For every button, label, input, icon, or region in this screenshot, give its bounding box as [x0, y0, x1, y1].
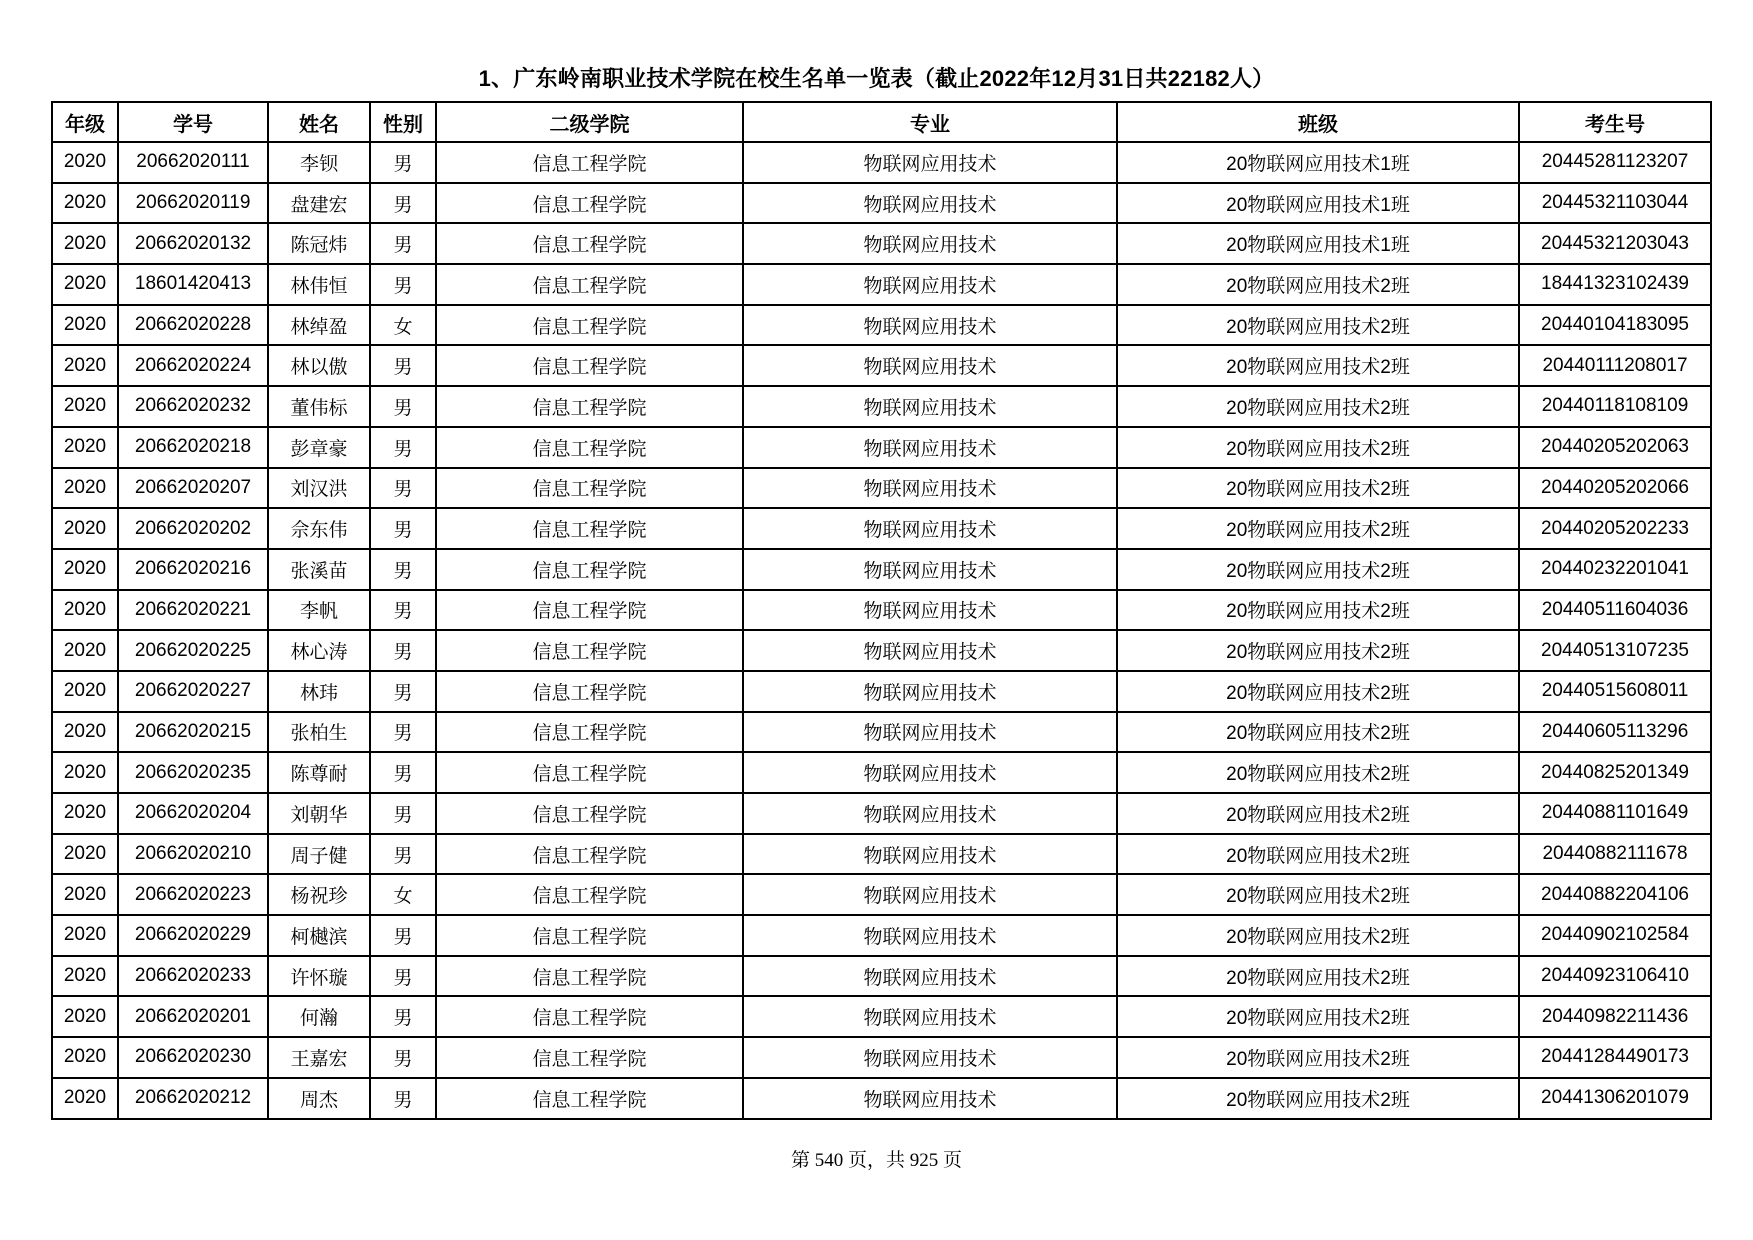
cell-student-id: 20662020216 — [118, 549, 268, 590]
cell-college: 信息工程学院 — [436, 142, 743, 183]
cell-grade: 2020 — [52, 468, 118, 509]
table-row — [52, 427, 1711, 468]
cell-student-id: 20662020212 — [118, 1078, 268, 1119]
cell-grade: 2020 — [52, 671, 118, 712]
cell-name: 陈尊耐 — [268, 752, 370, 793]
cell-college: 信息工程学院 — [436, 590, 743, 631]
table-row — [52, 142, 1711, 183]
table-row — [52, 712, 1711, 753]
cell-college: 信息工程学院 — [436, 630, 743, 671]
cell-class: 20物联网应用技术2班 — [1117, 712, 1519, 753]
cell-major: 物联网应用技术 — [743, 142, 1117, 183]
cell-major: 物联网应用技术 — [743, 549, 1117, 590]
cell-major: 物联网应用技术 — [743, 630, 1117, 671]
table-row — [52, 264, 1711, 305]
cell-name: 杨祝珍 — [268, 874, 370, 915]
cell-student-id: 20662020227 — [118, 671, 268, 712]
table-row — [52, 956, 1711, 997]
cell-grade: 2020 — [52, 549, 118, 590]
cell-class: 20物联网应用技术2班 — [1117, 793, 1519, 834]
cell-major: 物联网应用技术 — [743, 264, 1117, 305]
cell-exam-no: 20445321103044 — [1519, 183, 1711, 224]
cell-college: 信息工程学院 — [436, 671, 743, 712]
student-roster-table — [51, 101, 1712, 1120]
cell-student-id: 20662020228 — [118, 305, 268, 346]
cell-college: 信息工程学院 — [436, 386, 743, 427]
cell-class: 20物联网应用技术2班 — [1117, 590, 1519, 631]
header-exam-no: 考生号 — [1519, 102, 1711, 142]
cell-gender: 男 — [370, 712, 436, 753]
cell-class: 20物联网应用技术2班 — [1117, 1037, 1519, 1078]
cell-class: 20物联网应用技术2班 — [1117, 915, 1519, 956]
cell-major: 物联网应用技术 — [743, 1037, 1117, 1078]
cell-class: 20物联网应用技术2班 — [1117, 549, 1519, 590]
cell-grade: 2020 — [52, 508, 118, 549]
cell-exam-no: 20440205202063 — [1519, 427, 1711, 468]
cell-exam-no: 20440982211436 — [1519, 996, 1711, 1037]
cell-college: 信息工程学院 — [436, 345, 743, 386]
cell-grade: 2020 — [52, 183, 118, 224]
cell-student-id: 20662020207 — [118, 468, 268, 509]
cell-college: 信息工程学院 — [436, 427, 743, 468]
cell-class: 20物联网应用技术1班 — [1117, 223, 1519, 264]
cell-gender: 男 — [370, 1078, 436, 1119]
cell-grade: 2020 — [52, 223, 118, 264]
cell-exam-no: 20441284490173 — [1519, 1037, 1711, 1078]
cell-college: 信息工程学院 — [436, 996, 743, 1037]
cell-student-id: 20662020111 — [118, 142, 268, 183]
cell-student-id: 20662020132 — [118, 223, 268, 264]
cell-grade: 2020 — [52, 590, 118, 631]
cell-exam-no: 20445321203043 — [1519, 223, 1711, 264]
table-row — [52, 183, 1711, 224]
cell-college: 信息工程学院 — [436, 508, 743, 549]
cell-class: 20物联网应用技术1班 — [1117, 142, 1519, 183]
header-major: 专业 — [743, 102, 1117, 142]
table-body — [52, 142, 1711, 1119]
table-row — [52, 1037, 1711, 1078]
cell-major: 物联网应用技术 — [743, 305, 1117, 346]
cell-grade: 2020 — [52, 386, 118, 427]
cell-student-id: 20662020119 — [118, 183, 268, 224]
cell-gender: 男 — [370, 793, 436, 834]
cell-exam-no: 20440825201349 — [1519, 752, 1711, 793]
cell-student-id: 20662020224 — [118, 345, 268, 386]
cell-college: 信息工程学院 — [436, 305, 743, 346]
cell-major: 物联网应用技术 — [743, 956, 1117, 997]
table-row — [52, 508, 1711, 549]
cell-college: 信息工程学院 — [436, 956, 743, 997]
cell-gender: 男 — [370, 956, 436, 997]
cell-exam-no: 20441306201079 — [1519, 1078, 1711, 1119]
cell-name: 刘汉洪 — [268, 468, 370, 509]
cell-exam-no: 20440882204106 — [1519, 874, 1711, 915]
cell-name: 董伟标 — [268, 386, 370, 427]
cell-grade: 2020 — [52, 345, 118, 386]
cell-class: 20物联网应用技术2班 — [1117, 305, 1519, 346]
cell-student-id: 20662020233 — [118, 956, 268, 997]
cell-major: 物联网应用技术 — [743, 223, 1117, 264]
cell-gender: 男 — [370, 590, 436, 631]
cell-grade: 2020 — [52, 142, 118, 183]
cell-gender: 男 — [370, 671, 436, 712]
table-row — [52, 345, 1711, 386]
table-row — [52, 305, 1711, 346]
cell-major: 物联网应用技术 — [743, 183, 1117, 224]
table-row — [52, 996, 1711, 1037]
cell-name: 张溪苗 — [268, 549, 370, 590]
cell-grade: 2020 — [52, 305, 118, 346]
cell-student-id: 20662020204 — [118, 793, 268, 834]
header-class: 班级 — [1117, 102, 1519, 142]
header-student-id: 学号 — [118, 102, 268, 142]
cell-college: 信息工程学院 — [436, 874, 743, 915]
table-row — [52, 671, 1711, 712]
table-row — [52, 549, 1711, 590]
cell-major: 物联网应用技术 — [743, 671, 1117, 712]
cell-grade: 2020 — [52, 956, 118, 997]
cell-gender: 男 — [370, 549, 436, 590]
cell-student-id: 20662020215 — [118, 712, 268, 753]
cell-gender: 男 — [370, 142, 436, 183]
page-footer: 第 540 页，共 925 页 — [790, 1150, 962, 1171]
cell-name: 刘朝华 — [268, 793, 370, 834]
header-college: 二级学院 — [436, 102, 743, 142]
cell-gender: 男 — [370, 427, 436, 468]
header-row — [52, 102, 1711, 142]
cell-college: 信息工程学院 — [436, 1037, 743, 1078]
page-title: 1、广东岭南职业技术学院在校生名单一览表（截止2022年12月31日共22182人） — [478, 66, 1275, 91]
cell-grade: 2020 — [52, 752, 118, 793]
cell-gender: 男 — [370, 752, 436, 793]
table-row — [52, 834, 1711, 875]
cell-major: 物联网应用技术 — [743, 1078, 1117, 1119]
cell-student-id: 20662020202 — [118, 508, 268, 549]
cell-grade: 2020 — [52, 630, 118, 671]
cell-name: 柯樾滨 — [268, 915, 370, 956]
table-row — [52, 468, 1711, 509]
cell-class: 20物联网应用技术1班 — [1117, 183, 1519, 224]
cell-major: 物联网应用技术 — [743, 590, 1117, 631]
cell-name: 王嘉宏 — [268, 1037, 370, 1078]
cell-gender: 男 — [370, 508, 436, 549]
cell-student-id: 20662020232 — [118, 386, 268, 427]
cell-gender: 女 — [370, 874, 436, 915]
cell-class: 20物联网应用技术2班 — [1117, 264, 1519, 305]
cell-exam-no: 18441323102439 — [1519, 264, 1711, 305]
cell-college: 信息工程学院 — [436, 549, 743, 590]
cell-major: 物联网应用技术 — [743, 345, 1117, 386]
cell-class: 20物联网应用技术2班 — [1117, 508, 1519, 549]
cell-college: 信息工程学院 — [436, 915, 743, 956]
cell-name: 周杰 — [268, 1078, 370, 1119]
table-header — [52, 102, 1711, 142]
cell-exam-no: 20440923106410 — [1519, 956, 1711, 997]
cell-name: 张柏生 — [268, 712, 370, 753]
cell-gender: 男 — [370, 223, 436, 264]
cell-student-id: 20662020210 — [118, 834, 268, 875]
cell-name: 周子健 — [268, 834, 370, 875]
cell-name: 李钡 — [268, 142, 370, 183]
header-name: 姓名 — [268, 102, 370, 142]
cell-student-id: 20662020225 — [118, 630, 268, 671]
cell-name: 林伟恒 — [268, 264, 370, 305]
cell-college: 信息工程学院 — [436, 752, 743, 793]
cell-gender: 男 — [370, 345, 436, 386]
cell-name: 许怀璇 — [268, 956, 370, 997]
header-gender: 性别 — [370, 102, 436, 142]
table-row — [52, 915, 1711, 956]
cell-name: 林心涛 — [268, 630, 370, 671]
cell-class: 20物联网应用技术2班 — [1117, 874, 1519, 915]
cell-college: 信息工程学院 — [436, 712, 743, 753]
cell-grade: 2020 — [52, 793, 118, 834]
cell-grade: 2020 — [52, 712, 118, 753]
cell-name: 盘建宏 — [268, 183, 370, 224]
cell-student-id: 20662020235 — [118, 752, 268, 793]
cell-class: 20物联网应用技术2班 — [1117, 1078, 1519, 1119]
cell-major: 物联网应用技术 — [743, 874, 1117, 915]
cell-major: 物联网应用技术 — [743, 427, 1117, 468]
table-row — [52, 752, 1711, 793]
cell-exam-no: 20440205202066 — [1519, 468, 1711, 509]
cell-gender: 男 — [370, 183, 436, 224]
cell-name: 林绰盈 — [268, 305, 370, 346]
cell-major: 物联网应用技术 — [743, 468, 1117, 509]
cell-class: 20物联网应用技术2班 — [1117, 345, 1519, 386]
cell-grade: 2020 — [52, 996, 118, 1037]
cell-grade: 2020 — [52, 1037, 118, 1078]
cell-exam-no: 20440104183095 — [1519, 305, 1711, 346]
cell-class: 20物联网应用技术2班 — [1117, 956, 1519, 997]
cell-college: 信息工程学院 — [436, 793, 743, 834]
cell-student-id: 20662020218 — [118, 427, 268, 468]
cell-major: 物联网应用技术 — [743, 752, 1117, 793]
cell-exam-no: 20445281123207 — [1519, 142, 1711, 183]
cell-class: 20物联网应用技术2班 — [1117, 752, 1519, 793]
cell-college: 信息工程学院 — [436, 183, 743, 224]
cell-grade: 2020 — [52, 874, 118, 915]
cell-major: 物联网应用技术 — [743, 834, 1117, 875]
cell-name: 林玮 — [268, 671, 370, 712]
cell-gender: 男 — [370, 834, 436, 875]
cell-exam-no: 20440881101649 — [1519, 793, 1711, 834]
cell-name: 佘东伟 — [268, 508, 370, 549]
table-row — [52, 590, 1711, 631]
cell-exam-no: 20440511604036 — [1519, 590, 1711, 631]
table-row — [52, 630, 1711, 671]
cell-exam-no: 20440118108109 — [1519, 386, 1711, 427]
cell-major: 物联网应用技术 — [743, 793, 1117, 834]
cell-major: 物联网应用技术 — [743, 508, 1117, 549]
cell-class: 20物联网应用技术2班 — [1117, 996, 1519, 1037]
cell-name: 彭章豪 — [268, 427, 370, 468]
cell-student-id: 20662020221 — [118, 590, 268, 631]
cell-student-id: 20662020230 — [118, 1037, 268, 1078]
cell-exam-no: 20440232201041 — [1519, 549, 1711, 590]
cell-gender: 男 — [370, 915, 436, 956]
table-row — [52, 223, 1711, 264]
table-row — [52, 793, 1711, 834]
cell-student-id: 20662020201 — [118, 996, 268, 1037]
cell-exam-no: 20440515608011 — [1519, 671, 1711, 712]
cell-grade: 2020 — [52, 834, 118, 875]
cell-class: 20物联网应用技术2班 — [1117, 386, 1519, 427]
table-row — [52, 1078, 1711, 1119]
cell-exam-no: 20440205202233 — [1519, 508, 1711, 549]
cell-exam-no: 20440513107235 — [1519, 630, 1711, 671]
cell-class: 20物联网应用技术2班 — [1117, 671, 1519, 712]
cell-exam-no: 20440902102584 — [1519, 915, 1711, 956]
cell-name: 李帆 — [268, 590, 370, 631]
cell-student-id: 18601420413 — [118, 264, 268, 305]
cell-class: 20物联网应用技术2班 — [1117, 630, 1519, 671]
cell-class: 20物联网应用技术2班 — [1117, 427, 1519, 468]
cell-college: 信息工程学院 — [436, 834, 743, 875]
cell-gender: 男 — [370, 1037, 436, 1078]
cell-exam-no: 20440882111678 — [1519, 834, 1711, 875]
cell-name: 何瀚 — [268, 996, 370, 1037]
cell-gender: 女 — [370, 305, 436, 346]
cell-exam-no: 20440605113296 — [1519, 712, 1711, 753]
cell-college: 信息工程学院 — [436, 468, 743, 509]
cell-college: 信息工程学院 — [436, 223, 743, 264]
table-row — [52, 386, 1711, 427]
cell-student-id: 20662020229 — [118, 915, 268, 956]
cell-student-id: 20662020223 — [118, 874, 268, 915]
cell-major: 物联网应用技术 — [743, 712, 1117, 753]
cell-class: 20物联网应用技术2班 — [1117, 468, 1519, 509]
cell-grade: 2020 — [52, 427, 118, 468]
cell-major: 物联网应用技术 — [743, 996, 1117, 1037]
cell-grade: 2020 — [52, 264, 118, 305]
cell-college: 信息工程学院 — [436, 1078, 743, 1119]
cell-name: 林以傲 — [268, 345, 370, 386]
cell-class: 20物联网应用技术2班 — [1117, 834, 1519, 875]
cell-college: 信息工程学院 — [436, 264, 743, 305]
cell-name: 陈冠炜 — [268, 223, 370, 264]
cell-gender: 男 — [370, 264, 436, 305]
table-row — [52, 874, 1711, 915]
cell-major: 物联网应用技术 — [743, 915, 1117, 956]
header-grade: 年级 — [52, 102, 118, 142]
cell-gender: 男 — [370, 630, 436, 671]
cell-gender: 男 — [370, 386, 436, 427]
cell-grade: 2020 — [52, 915, 118, 956]
cell-grade: 2020 — [52, 1078, 118, 1119]
cell-gender: 男 — [370, 468, 436, 509]
cell-exam-no: 20440111208017 — [1519, 345, 1711, 386]
cell-gender: 男 — [370, 996, 436, 1037]
cell-major: 物联网应用技术 — [743, 386, 1117, 427]
